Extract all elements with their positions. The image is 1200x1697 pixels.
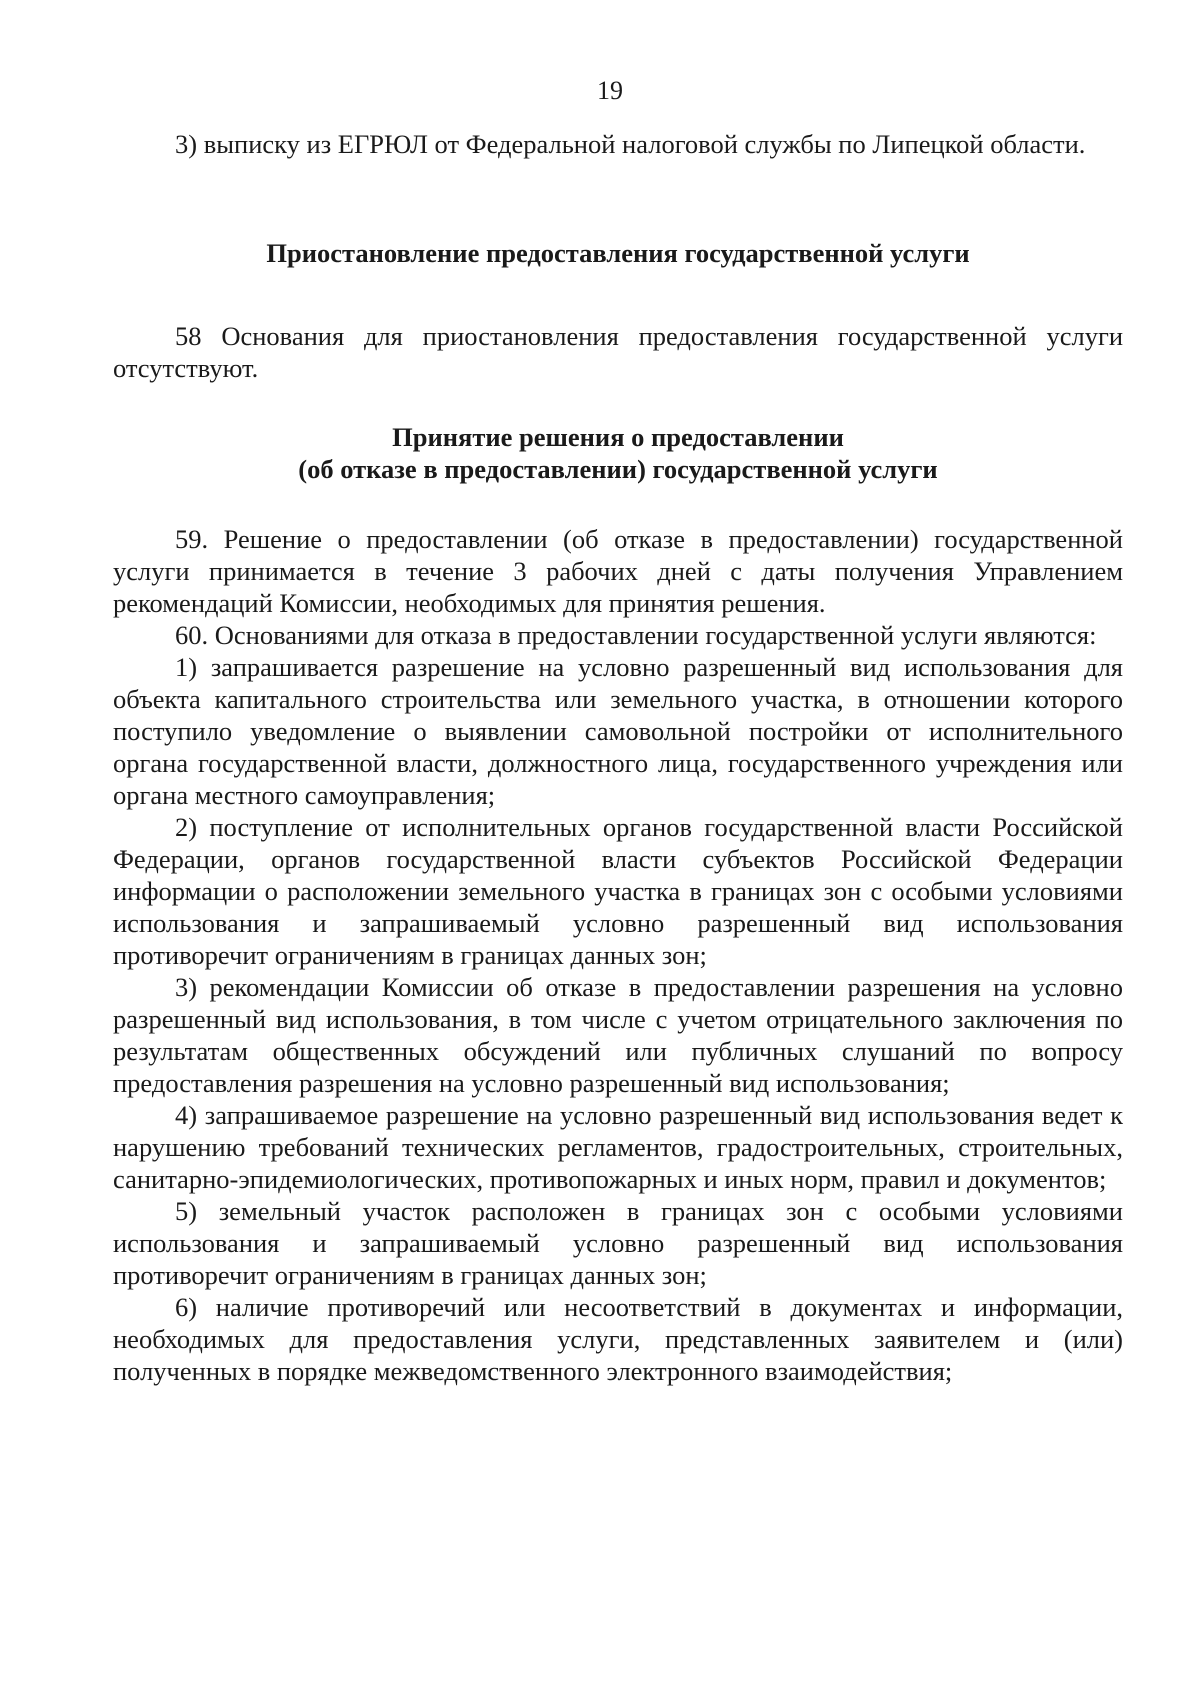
paragraph-58: 58 Основания для приостановления предоставления государственной услуги отсутствуют.	[113, 321, 1123, 383]
refusal-item-5: 5) земельный участок расположен в границах зон с особыми условиями использования и запрашиваемый условно разрешенный вид использования противоречит ограничениям в границах данных зон;	[113, 1196, 1123, 1290]
section-heading-suspension	[113, 237, 1123, 269]
page-number: 19	[597, 76, 623, 105]
paragraph-59: 59. Решение о предоставлении (об отказе в предоставлении) государственной услуги принимается в течение 3 рабочих дней с даты получения Управлением рекомендаций Комиссии, необходимых для принятия решения.	[113, 524, 1123, 618]
intro-paragraph	[113, 128, 1123, 160]
refusal-item-1: 1) запрашивается разрешение на условно разрешенный вид использования для объекта капитального строительства или земельного участка, в отношении которого поступило уведомление о выявлении самовольной постройки от исполнительного органа государственной власти, должностного лица, государственного учреждения или органа местного самоуправления;	[113, 652, 1123, 810]
decision-body	[113, 523, 1123, 1387]
section-heading-decision-line1: Принятие решения о предоставлении	[392, 422, 844, 452]
refusal-item-6: 6) наличие противоречий или несоответствий в документах и информации, необходимых для предоставления услуги, представленных заявителем и (или) полученных в порядке межведомственного электронного взаимодействия;	[113, 1292, 1123, 1386]
refusal-item-2: 2) поступление от исполнительных органов государственной власти Российской Федерации, органов государственной власти субъектов Российской Федерации информации о расположении земельного участка в границах зон с особыми условиями использования и запрашиваемый условно разрешенный вид использования противоречит ограничениям в границах данных зон;	[113, 812, 1123, 970]
paragraph-60: 60. Основаниями для отказа в предоставлении государственной услуги являются:	[175, 620, 1097, 650]
section-heading-decision	[113, 421, 1123, 485]
refusal-item-4: 4) запрашиваемое разрешение на условно разрешенный вид использования ведет к нарушению требований технических регламентов, градостроительных, строительных, санитарно-эпидемиологических, противопожарных и иных норм, правил и документов;	[113, 1100, 1123, 1194]
section-heading-suspension-text: Приостановление предоставления государственной услуги	[266, 238, 970, 268]
intro-item: 3) выписку из ЕГРЮЛ от Федеральной налоговой службы по Липецкой области.	[175, 129, 1086, 159]
paragraph-58-block	[113, 320, 1123, 384]
refusal-item-3: 3) рекомендации Комиссии об отказе в предоставлении разрешения на условно разрешенный вид использования, в том числе с учетом отрицательного заключения по результатам общественных обсуждений или публичных слушаний по вопросу предоставления разрешения на условно разрешенный вид использования;	[113, 972, 1123, 1098]
section-heading-decision-line2: (об отказе в предоставлении) государственной услуги	[298, 454, 938, 484]
